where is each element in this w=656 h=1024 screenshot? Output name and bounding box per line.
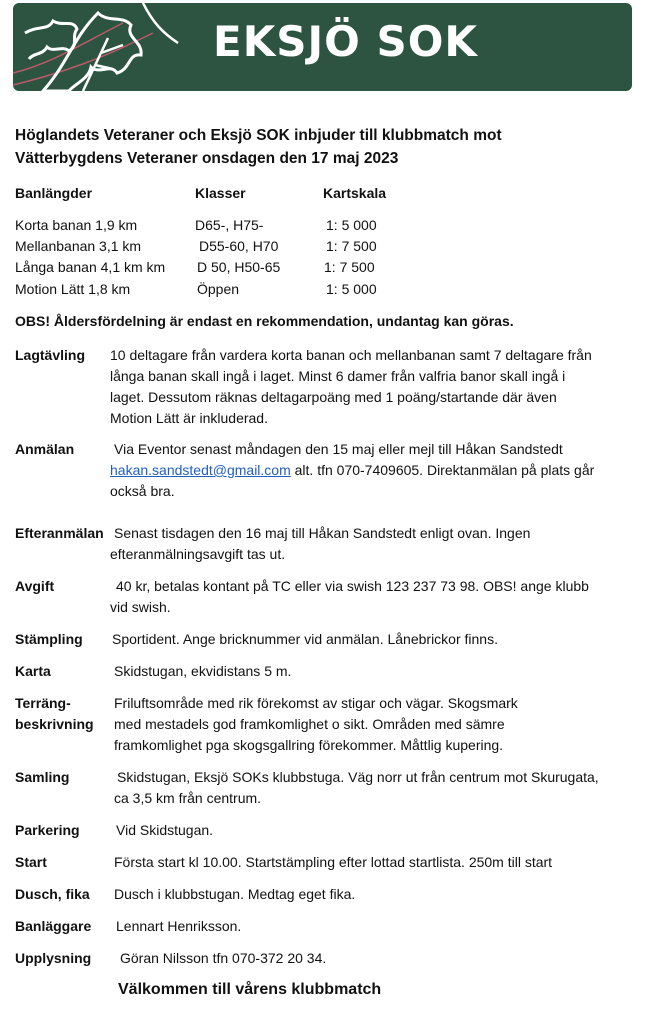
- closing-greeting: Välkommen till vårens klubbmatch: [118, 981, 382, 998]
- course-scale: 1: 5 000: [326, 281, 377, 297]
- samling-line: Skidstugan, Eksjö SOKs klubbstuga. Väg norr ut från centrum mot Skurugata,: [117, 769, 599, 785]
- label-start: Start: [15, 854, 47, 870]
- club-brand-name: EKSJÖ SOK: [213, 17, 478, 66]
- terrang-line: med mestadels god framkomlighet o sikt. Områden med sämre: [114, 716, 505, 732]
- label-parkering: Parkering: [15, 822, 80, 838]
- lagtavling-line: långa banan skall ingå i laget. Minst 6 damer från valfria banor skall ingå i: [110, 368, 566, 384]
- course-scale: 1: 7 500: [326, 238, 377, 254]
- avgift-line: 40 kr, betalas kontant på TC eller via swish 123 237 73 98. OBS! ange klubb: [116, 578, 589, 594]
- course-classes: Öppen: [197, 281, 240, 297]
- title-line-1: Höglandets Veteraner och Eksjö SOK inbjuder till klubbmatch mot: [15, 127, 502, 144]
- header-banlangder: Banlängder: [15, 185, 93, 201]
- anmalan-line: Via Eventor senast måndagen den 15 maj eller mejl till Håkan Sandstedt: [114, 441, 563, 457]
- anmalan-line: också bra.: [110, 483, 175, 499]
- course-scale: 1: 5 000: [326, 217, 377, 233]
- obs-note: OBS! Åldersfördelning är endast en rekommendation, undantag kan göras.: [15, 313, 514, 329]
- course-length: Korta banan 1,9 km: [15, 217, 138, 233]
- anmalan-line-rest: alt. tfn 070-7409605. Direktanmälan på plats går: [290, 462, 595, 478]
- lagtavling-line: Motion Lätt är inkluderad.: [110, 410, 268, 426]
- label-dusch: Dusch, fika: [15, 886, 90, 902]
- course-length: Motion Lätt 1,8 km: [15, 281, 131, 297]
- label-stampling: Stämpling: [15, 631, 83, 647]
- label-anmalan: Anmälan: [15, 441, 75, 457]
- label-efteranmalan: Efteranmälan: [15, 525, 104, 541]
- oak-leaf-logo: [13, 3, 193, 91]
- email-link[interactable]: hakan.sandstedt@gmail.com: [110, 462, 291, 478]
- label-avgift: Avgift: [15, 578, 55, 594]
- terrang-line: Friluftsområde med rik förekomst av stigar och vägar. Skogsmark: [114, 695, 518, 711]
- label-terrang-1: Terräng-: [15, 695, 71, 711]
- banlaggare-text: Lennart Henriksson.: [116, 918, 242, 934]
- course-length: Långa banan 4,1 km km: [15, 259, 166, 275]
- label-terrang-2: beskrivning: [15, 716, 94, 732]
- dusch-text: Dusch i klubbstugan. Medtag eget fika.: [114, 886, 356, 902]
- samling-line: ca 3,5 km från centrum.: [114, 790, 262, 806]
- label-samling: Samling: [15, 769, 70, 785]
- course-classes: D 50, H50-65: [197, 259, 281, 275]
- avgift-line: vid swish.: [110, 599, 171, 615]
- header-klasser: Klasser: [195, 185, 246, 201]
- header-banner: [13, 3, 632, 91]
- anmalan-line: [110, 460, 594, 481]
- course-scale: 1: 7 500: [324, 259, 375, 275]
- title-line-2: Vätterbygdens Veteraner onsdagen den 17 maj 2023: [15, 150, 399, 167]
- label-karta: Karta: [15, 663, 51, 679]
- course-classes: D55-60, H70: [199, 238, 279, 254]
- parkering-text: Vid Skidstugan.: [116, 822, 214, 838]
- karta-text: Skidstugan, ekvidistans 5 m.: [114, 663, 292, 679]
- course-length: Mellanbanan 3,1 km: [15, 238, 142, 254]
- label-lagtavling: Lagtävling: [15, 347, 86, 363]
- terrang-line: framkomlighet pga skogsgallring förekommer. Måttlig kupering.: [114, 737, 504, 753]
- start-text: Första start kl 10.00. Startstämpling efter lottad startlista. 250m till start: [114, 854, 553, 870]
- page-title: [15, 124, 625, 170]
- course-classes: D65-, H75-: [195, 217, 264, 233]
- header-kartskala: Kartskala: [323, 185, 387, 201]
- stampling-text: Sportident. Ange bricknummer vid anmälan. Lånebrickor finns.: [112, 631, 498, 647]
- efteranmalan-line: Senast tisdagen den 16 maj till Håkan Sandstedt enligt ovan. Ingen: [114, 525, 531, 541]
- upplysning-text: Göran Nilsson tfn 070-372 20 34.: [120, 950, 327, 966]
- label-banlaggare: Banläggare: [15, 918, 92, 934]
- efteranmalan-line: efteranmälningsavgift tas ut.: [110, 546, 286, 562]
- lagtavling-line: laget. Dessutom räknas deltagarpoäng med 1 poäng/startande där även: [110, 389, 557, 405]
- lagtavling-line: 10 deltagare från vardera korta banan och mellanbanan samt 7 deltagare från: [110, 347, 592, 363]
- label-upplysning: Upplysning: [15, 950, 92, 966]
